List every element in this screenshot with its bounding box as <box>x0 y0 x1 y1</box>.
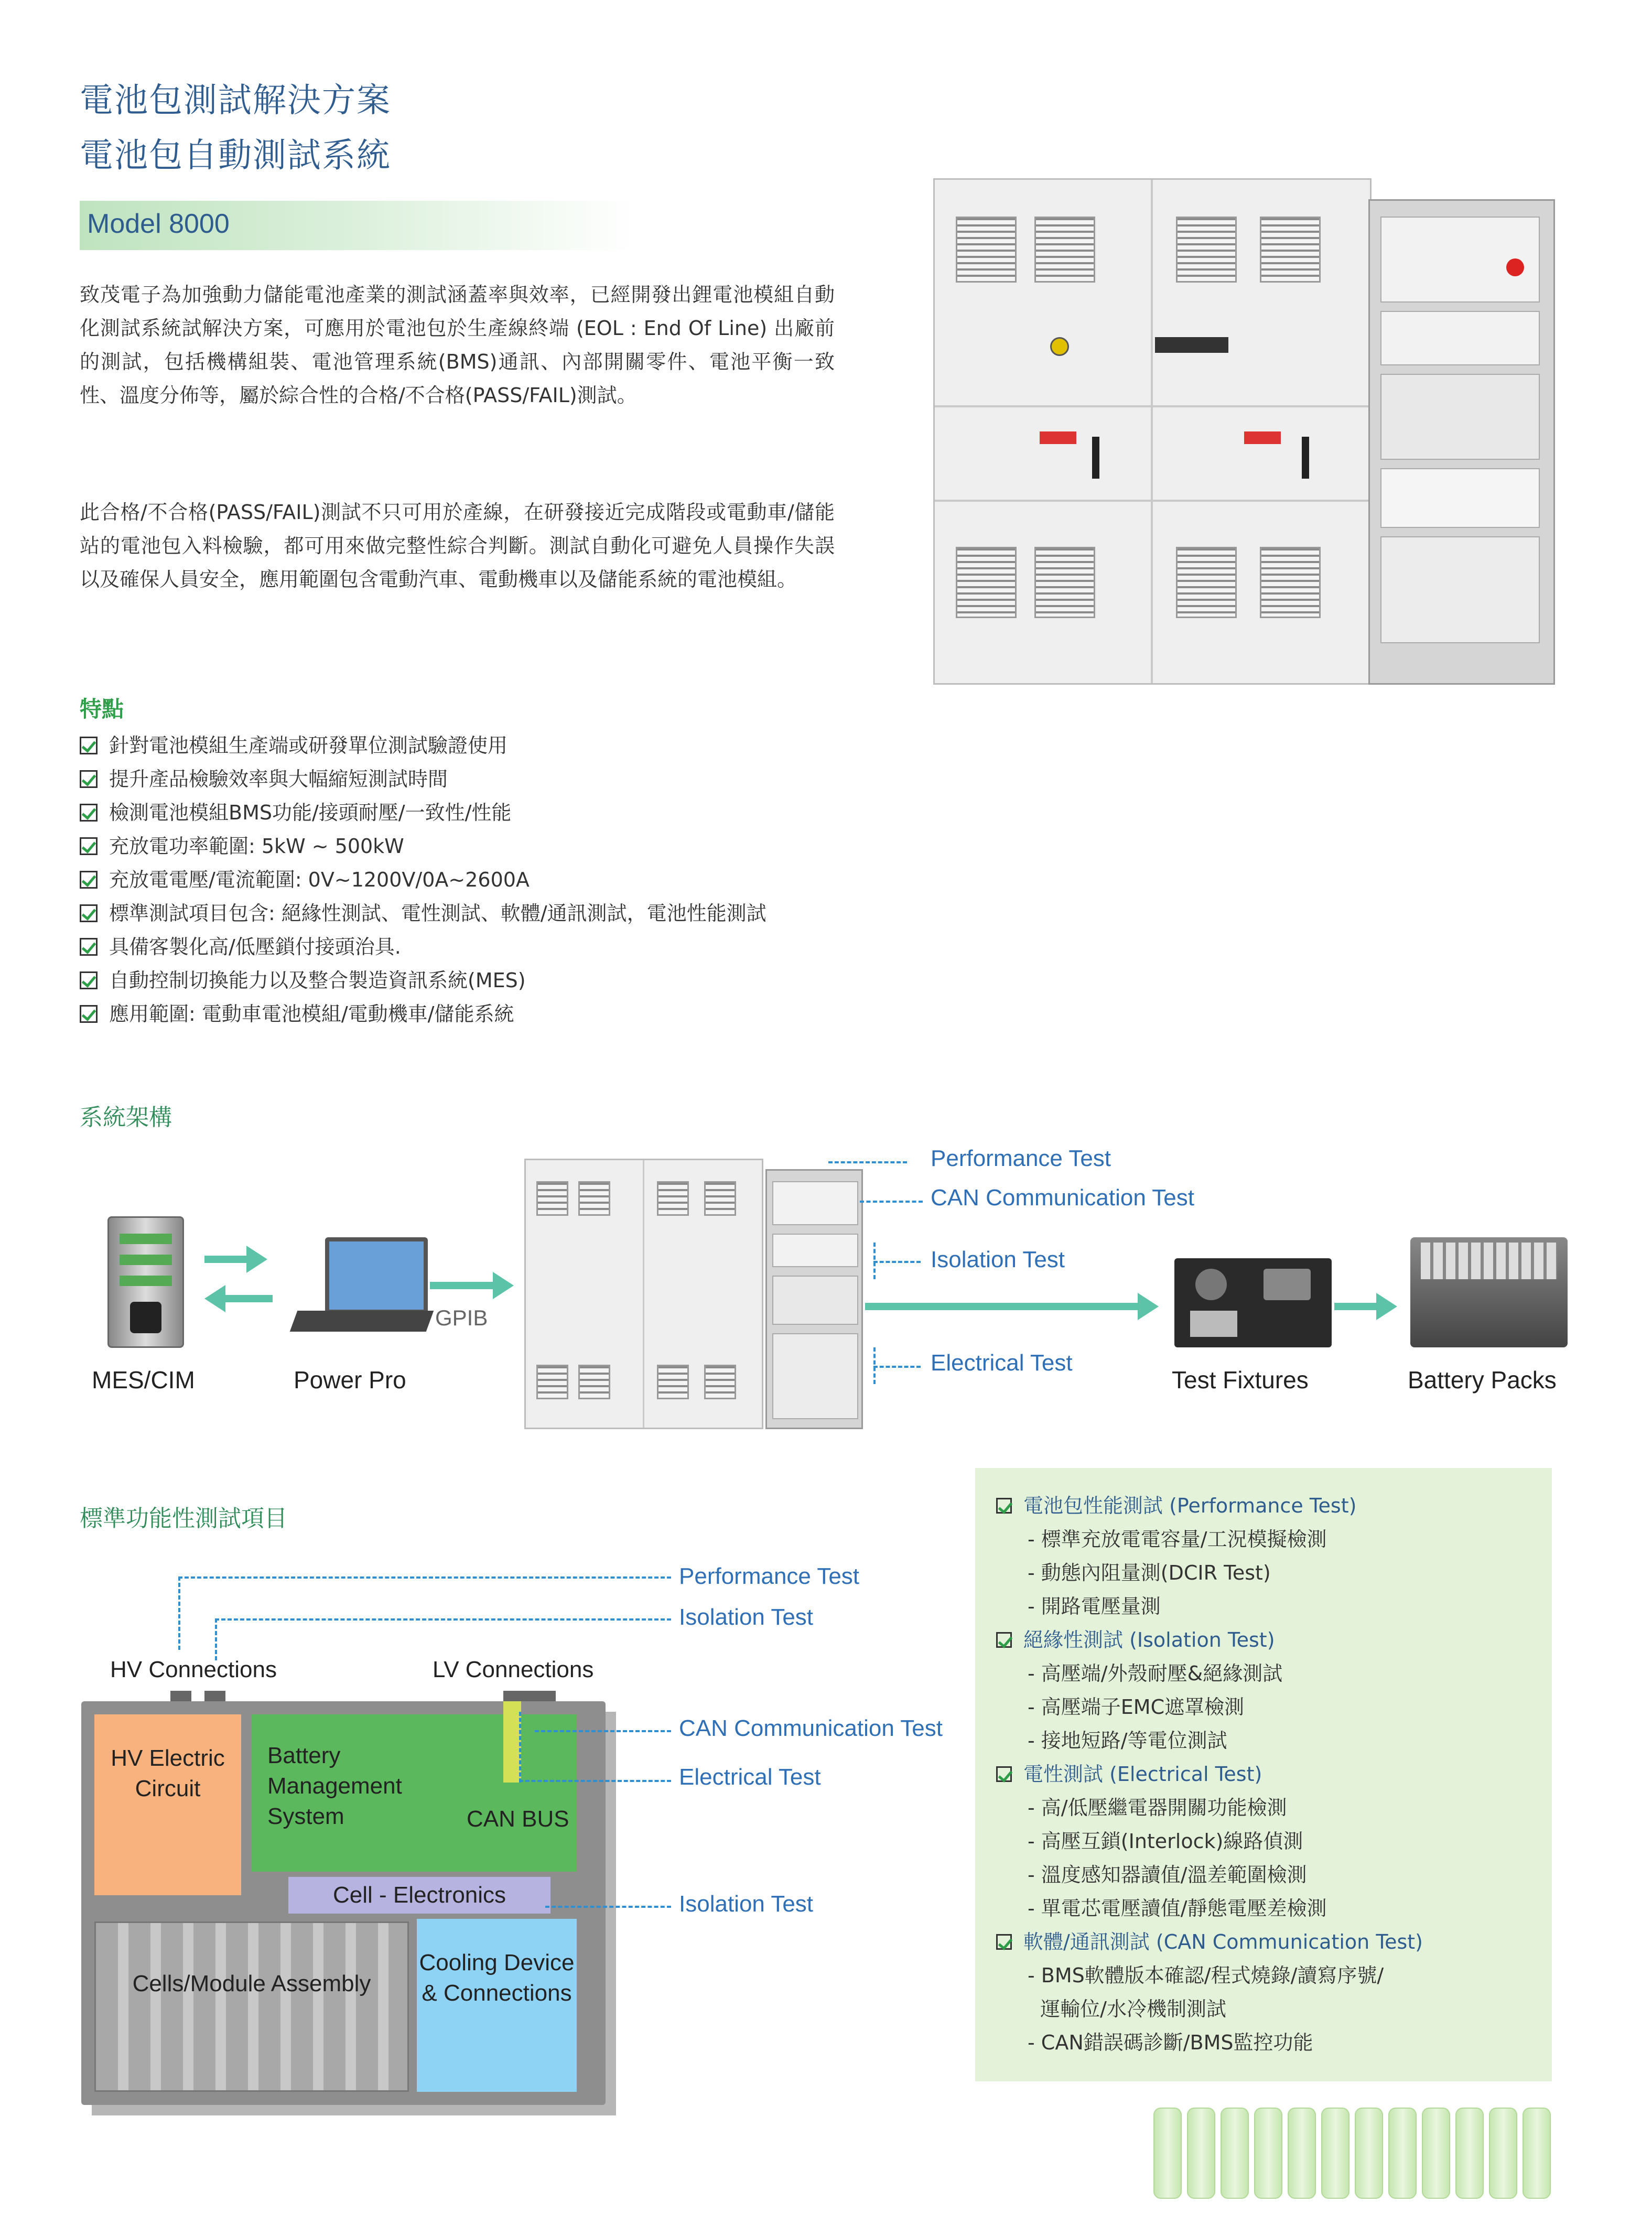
gpib-label: GPIB <box>435 1305 488 1330</box>
main-cabinet <box>933 178 1372 685</box>
func-can-test-label: CAN Communication Test <box>679 1715 943 1741</box>
test-system-icon <box>524 1159 763 1429</box>
list-item: 具備客製化高/低壓鎖付接頭治具. <box>80 930 766 964</box>
vent-icon <box>1260 547 1321 618</box>
list-item: 提升產品檢驗效率與大幅縮短測試時間 <box>80 762 766 796</box>
product-image <box>933 157 1641 723</box>
model-bar <box>80 201 635 250</box>
arrow-right-icon <box>1334 1303 1376 1310</box>
checkbox-icon <box>80 770 98 788</box>
list-item: - 單電芯電壓讀值/靜態電壓差檢測 <box>1028 1897 1327 1920</box>
arrow-right-icon <box>204 1256 246 1263</box>
features-heading: 特點 <box>80 696 124 722</box>
door-handle-icon <box>1092 437 1099 479</box>
cooling-label: Cooling Device & Connections <box>419 1950 575 2006</box>
mes-label: MES/CIM <box>92 1366 195 1394</box>
checkbox-icon <box>80 737 98 754</box>
arch-performance-test-label: Performance Test <box>931 1146 1111 1171</box>
list-item: - 高壓互鎖(Interlock)線路偵測 <box>1028 1830 1303 1853</box>
server-icon <box>107 1216 184 1348</box>
battery-cell-icon <box>1153 2108 1182 2199</box>
checkbox-icon <box>80 938 98 956</box>
arch-isolation-test-label: Isolation Test <box>931 1247 1065 1272</box>
list-item: 標準測試項目包含: 絕緣性測試、電性測試、軟體/通訊測試，電池性能測試 <box>80 897 766 930</box>
danger-label-icon <box>1040 431 1076 444</box>
arrow-right-icon <box>865 1303 1138 1310</box>
canbus-label: CAN BUS <box>467 1806 569 1832</box>
battery-cell-icon <box>1187 2108 1215 2199</box>
checkbox-icon <box>996 1498 1012 1514</box>
checkbox-icon <box>996 1766 1012 1782</box>
intro-paragraph-2: 此合格/不合格(PASS/FAIL)測試不只可用於產線，在研發接近完成階段或電動車/儲能站的電池包入料檢驗，都可用來做完整性綜合判斷。測試自動化可避免人員操作失誤以及確保人員安全，應用範圍包含電動汽車、電動機車以及儲能系統的電池模組。 <box>80 501 835 591</box>
vent-icon <box>956 547 1017 618</box>
test-items-panel <box>975 1468 1552 2081</box>
vent-icon <box>956 217 1017 283</box>
checkbox-icon <box>80 804 98 822</box>
can-bus-connector <box>503 1701 521 1783</box>
list-item: 電性測試 (Electrical Test) <box>996 1757 1423 1791</box>
arch-electrical-test-label: Electrical Test <box>931 1350 1073 1376</box>
display-panel <box>1155 337 1228 353</box>
vent-icon <box>1176 217 1237 283</box>
cells-module-label: Cells/Module Assembly <box>132 1971 371 1996</box>
page-subtitle: 電池包自動測試系統 <box>80 136 391 175</box>
battery-cell-icon <box>1455 2108 1484 2199</box>
vent-icon <box>1034 217 1095 283</box>
list-item: 運輸位/水冷機制測試 <box>1028 1997 1226 2021</box>
danger-label-icon <box>1244 431 1281 444</box>
list-item: - 接地短路/等電位測試 <box>1028 1729 1227 1752</box>
func-performance-test-label: Performance Test <box>679 1563 860 1589</box>
checkbox-icon <box>80 904 98 922</box>
checkbox-icon <box>80 1005 98 1023</box>
list-item: - 動態內阻量測(DCIR Test) <box>1028 1561 1271 1584</box>
hv-connections-label: HV Connections <box>110 1657 277 1682</box>
list-item: - 開路電壓量測 <box>1028 1595 1161 1618</box>
checkbox-icon <box>80 971 98 989</box>
decorative-batteries <box>1153 2097 1562 2202</box>
functional-heading: 標準功能性測試項目 <box>80 1505 287 1532</box>
laptop-icon <box>325 1237 428 1314</box>
list-item: - 標準充放電電容量/工況模擬檢測 <box>1028 1528 1327 1551</box>
list-item: 檢測電池模組BMS功能/接頭耐壓/一致性/性能 <box>80 796 766 829</box>
list-item: - BMS軟體版本確認/程式燒錄/讀寫序號/ <box>1028 1964 1384 1987</box>
func-isolation-test-label-2: Isolation Test <box>679 1891 814 1917</box>
door-handle-icon <box>1302 437 1309 479</box>
emergency-stop-icon <box>1050 337 1069 356</box>
instrument-rack <box>1368 199 1555 685</box>
list-item: - 高壓端/外殼耐壓&絕緣測試 <box>1028 1662 1283 1685</box>
test-fixture-icon <box>1174 1258 1332 1347</box>
list-item: 電池包性能測試 (Performance Test) <box>996 1489 1423 1522</box>
bms-label: Battery Management System <box>267 1743 402 1829</box>
packs-label: Battery Packs <box>1408 1366 1557 1394</box>
rack-icon <box>765 1169 863 1429</box>
emergency-stop-icon <box>1506 258 1524 276</box>
lv-connections-label: LV Connections <box>433 1657 594 1682</box>
powerpro-label: Power Pro <box>294 1366 406 1394</box>
intro-paragraph-1: 致茂電子為加強動力儲能電池產業的測試涵蓋率與效率，已經開發出鋰電池模組自動化測試系統試解決方案，可應用於電池包於生產線終端 (EOL : End Of Line) 出廠前的測試，包括機構組裝、電池管理系統(BMS)通訊、內部開關零件、電池平衡一致性、溫度分佈等，屬於綜合性的合格/不合格(PASS/FAIL)測試。 <box>80 283 835 407</box>
checkbox-icon <box>996 1934 1012 1950</box>
features-list <box>80 729 766 1031</box>
vent-icon <box>1176 547 1237 618</box>
vent-icon <box>1260 217 1321 283</box>
model-label: Model 8000 <box>87 209 230 239</box>
battery-cell-icon <box>1288 2108 1316 2199</box>
cell-electronics-label: Cell - Electronics <box>332 1882 506 1908</box>
battery-pack-body <box>81 1701 606 2105</box>
battery-cell-icon <box>1254 2108 1282 2199</box>
list-item: - 溫度感知器讀值/溫差範圍檢測 <box>1028 1863 1307 1886</box>
battery-cell-icon <box>1523 2108 1551 2199</box>
checkbox-icon <box>80 871 98 889</box>
battery-cell-icon <box>1221 2108 1249 2199</box>
battery-cell-icon <box>1489 2108 1517 2199</box>
arrow-right-icon <box>430 1282 493 1289</box>
list-item: 絕緣性測試 (Isolation Test) <box>996 1623 1423 1657</box>
list-item: 自動控制切換能力以及整合製造資訊系統(MES) <box>80 964 766 997</box>
list-item: - 高壓端子EMC遮罩檢測 <box>1028 1695 1245 1719</box>
list-item: 充放電功率範圍: 5kW ~ 500kW <box>80 829 766 863</box>
battery-pack-icon <box>1410 1237 1568 1347</box>
hv-circuit-block <box>94 1714 241 1895</box>
checkbox-icon <box>80 837 98 855</box>
list-item: 應用範圍: 電動車電池模組/電動機車/儲能系統 <box>80 997 766 1031</box>
fixtures-label: Test Fixtures <box>1172 1366 1309 1394</box>
list-item: - CAN錯誤碼診斷/BMS監控功能 <box>1028 2031 1313 2054</box>
battery-cell-icon <box>1422 2108 1450 2199</box>
list-item: 針對電池模組生產端或研發單位測試驗證使用 <box>80 729 766 762</box>
panel-list <box>996 1489 1423 2059</box>
list-item: 軟體/通訊測試 (CAN Communication Test) <box>996 1925 1423 1959</box>
battery-cell-icon <box>1321 2108 1349 2199</box>
vent-icon <box>1034 547 1095 618</box>
checkbox-icon <box>996 1632 1012 1648</box>
list-item: - 高/低壓繼電器開關功能檢測 <box>1028 1796 1287 1819</box>
cells-module-block <box>94 1921 409 2092</box>
list-item: 充放電電壓/電流範圍: 0V~1200V/0A~2600A <box>80 863 766 897</box>
battery-cell-icon <box>1388 2108 1417 2199</box>
func-electrical-test-label: Electrical Test <box>679 1764 821 1790</box>
battery-cell-icon <box>1355 2108 1383 2199</box>
func-isolation-test-label: Isolation Test <box>679 1604 814 1630</box>
hv-circuit-label: HV Electric Circuit <box>111 1745 225 1801</box>
arrow-left-icon <box>225 1295 273 1302</box>
arch-can-test-label: CAN Communication Test <box>931 1185 1194 1211</box>
page-title: 電池包測試解決方案 <box>80 81 391 120</box>
architecture-heading: 系統架構 <box>80 1104 172 1131</box>
